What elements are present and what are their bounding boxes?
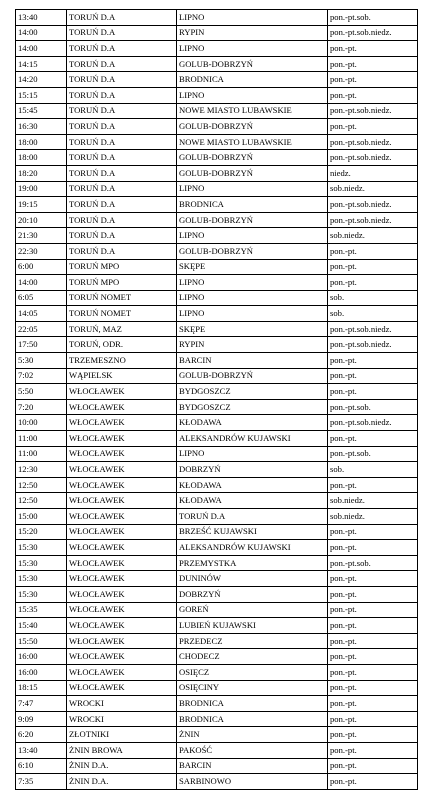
table-row <box>16 524 418 540</box>
table-row <box>16 727 418 743</box>
days-cell: pon.-pt. <box>328 275 418 291</box>
departure-time-cell: 15:30 <box>16 540 67 556</box>
origin-cell: WŁOCŁAWEK <box>67 664 177 680</box>
origin-cell: TORUŃ D.A <box>67 228 177 244</box>
table-row <box>16 321 418 337</box>
destination-cell: LIPNO <box>177 275 328 291</box>
table-row <box>16 696 418 712</box>
table-row <box>16 10 418 26</box>
destination-cell: LIPNO <box>177 446 328 462</box>
days-cell: pon.-pt. <box>328 649 418 665</box>
days-cell: pon.-pt. <box>328 41 418 57</box>
departure-time-cell: 6:20 <box>16 727 67 743</box>
origin-cell: WŁOCŁAWEK <box>67 431 177 447</box>
table-row <box>16 103 418 119</box>
destination-cell: DUNINÓW <box>177 571 328 587</box>
destination-cell: GOLUB-DOBRZYŃ <box>177 368 328 384</box>
departure-time-cell: 12:50 <box>16 493 67 509</box>
departure-time-cell: 19:00 <box>16 181 67 197</box>
origin-cell: WROCKI <box>67 711 177 727</box>
departure-time-cell: 5:30 <box>16 353 67 369</box>
destination-cell: DOBRZYŃ <box>177 586 328 602</box>
origin-cell: TORUŃ NOMET <box>67 290 177 306</box>
departure-time-cell: 12:50 <box>16 477 67 493</box>
destination-cell: LIPNO <box>177 41 328 57</box>
table-row <box>16 337 418 353</box>
table-row <box>16 368 418 384</box>
days-cell: pon.-pt.sob.niedz. <box>328 212 418 228</box>
destination-cell: TORUŃ D.A <box>177 509 328 525</box>
table-row <box>16 571 418 587</box>
origin-cell: TORUŃ, ODR. <box>67 337 177 353</box>
days-cell: pon.-pt.sob.niedz. <box>328 134 418 150</box>
departure-time-cell: 15:45 <box>16 103 67 119</box>
days-cell: pon.-pt. <box>328 633 418 649</box>
days-cell: niedz. <box>328 165 418 181</box>
origin-cell: WROCKI <box>67 696 177 712</box>
days-cell: pon.-pt. <box>328 119 418 135</box>
departure-time-cell: 17:50 <box>16 337 67 353</box>
days-cell: sob. <box>328 290 418 306</box>
table-row <box>16 134 418 150</box>
origin-cell: WŁOCŁAWEK <box>67 446 177 462</box>
days-cell: pon.-pt. <box>328 696 418 712</box>
days-cell: pon.-pt. <box>328 384 418 400</box>
days-cell: pon.-pt.sob.niedz. <box>328 197 418 213</box>
destination-cell: LIPNO <box>177 228 328 244</box>
days-cell: pon.-pt.sob.niedz. <box>328 25 418 41</box>
departure-time-cell: 14:00 <box>16 25 67 41</box>
destination-cell: LIPNO <box>177 10 328 26</box>
days-cell: pon.-pt. <box>328 774 418 790</box>
destination-cell: BYDGOSZCZ <box>177 399 328 415</box>
origin-cell: TORUŃ NOMET <box>67 306 177 322</box>
origin-cell: TORUŃ D.A <box>67 165 177 181</box>
departure-time-cell: 18:00 <box>16 134 67 150</box>
table-row <box>16 290 418 306</box>
origin-cell: WŁOCŁAWEK <box>67 618 177 634</box>
departure-time-cell: 22:30 <box>16 243 67 259</box>
origin-cell: WŁOCŁAWEK <box>67 477 177 493</box>
departure-time-cell: 18:15 <box>16 680 67 696</box>
departure-time-cell: 16:30 <box>16 119 67 135</box>
destination-cell: LIPNO <box>177 181 328 197</box>
days-cell: sob. <box>328 306 418 322</box>
days-cell: pon.-pt.sob.niedz. <box>328 150 418 166</box>
table-row <box>16 664 418 680</box>
destination-cell: NOWE MIASTO LUBAWSKIE <box>177 103 328 119</box>
destination-cell: PRZEDECZ <box>177 633 328 649</box>
departure-time-cell: 7:35 <box>16 774 67 790</box>
origin-cell: TORUŃ D.A <box>67 87 177 103</box>
destination-cell: GOLUB-DOBRZYŃ <box>177 150 328 166</box>
days-cell: pon.-pt. <box>328 664 418 680</box>
table-row <box>16 25 418 41</box>
table-row <box>16 306 418 322</box>
table-row <box>16 586 418 602</box>
table-row <box>16 275 418 291</box>
days-cell: pon.-pt. <box>328 742 418 758</box>
days-cell: sob.niedz. <box>328 509 418 525</box>
days-cell: pon.-pt. <box>328 727 418 743</box>
destination-cell: GOLUB-DOBRZYŃ <box>177 119 328 135</box>
departure-time-cell: 15:20 <box>16 524 67 540</box>
origin-cell: WŁOCŁAWEK <box>67 462 177 478</box>
days-cell: pon.-pt. <box>328 353 418 369</box>
table-row <box>16 742 418 758</box>
destination-cell: GOLUB-DOBRZYŃ <box>177 165 328 181</box>
origin-cell: WĄPIELSK <box>67 368 177 384</box>
table-row <box>16 711 418 727</box>
table-row <box>16 649 418 665</box>
table-row <box>16 462 418 478</box>
departure-time-cell: 15:00 <box>16 509 67 525</box>
table-row <box>16 758 418 774</box>
origin-cell: WŁOCŁAWEK <box>67 586 177 602</box>
destination-cell: ALEKSANDRÓW KUJAWSKI <box>177 540 328 556</box>
days-cell: pon.-pt. <box>328 680 418 696</box>
destination-cell: BARCIN <box>177 353 328 369</box>
table-row <box>16 633 418 649</box>
days-cell: pon.-pt. <box>328 56 418 72</box>
departure-time-cell: 15:30 <box>16 571 67 587</box>
destination-cell: GOLUB-DOBRZYŃ <box>177 56 328 72</box>
origin-cell: TORUŃ D.A <box>67 150 177 166</box>
table-row <box>16 540 418 556</box>
table-row <box>16 119 418 135</box>
departure-time-cell: 14:00 <box>16 41 67 57</box>
departure-time-cell: 13:40 <box>16 742 67 758</box>
destination-cell: NOWE MIASTO LUBAWSKIE <box>177 134 328 150</box>
departure-time-cell: 21:30 <box>16 228 67 244</box>
destination-cell: ALEKSANDRÓW KUJAWSKI <box>177 431 328 447</box>
origin-cell: WŁOCŁAWEK <box>67 680 177 696</box>
origin-cell: WŁOCŁAWEK <box>67 493 177 509</box>
table-row <box>16 415 418 431</box>
destination-cell: BYDGOSZCZ <box>177 384 328 400</box>
days-cell: pon.-pt. <box>328 477 418 493</box>
days-cell: pon.-pt.sob.niedz. <box>328 321 418 337</box>
table-row <box>16 431 418 447</box>
departure-time-cell: 16:00 <box>16 649 67 665</box>
table-row <box>16 181 418 197</box>
destination-cell: OSIĘCZ <box>177 664 328 680</box>
table-row <box>16 243 418 259</box>
days-cell: pon.-pt.sob.niedz. <box>328 103 418 119</box>
destination-cell: KŁODAWA <box>177 477 328 493</box>
origin-cell: TORUŃ D.A <box>67 119 177 135</box>
table-row <box>16 259 418 275</box>
departure-time-cell: 15:30 <box>16 586 67 602</box>
table-row <box>16 509 418 525</box>
days-cell: pon.-pt. <box>328 586 418 602</box>
departure-time-cell: 20:10 <box>16 212 67 228</box>
days-cell: sob. <box>328 462 418 478</box>
days-cell: pon.-pt.sob.niedz. <box>328 337 418 353</box>
departure-time-cell: 15:50 <box>16 633 67 649</box>
table-row <box>16 446 418 462</box>
departure-time-cell: 5:50 <box>16 384 67 400</box>
table-row <box>16 353 418 369</box>
departure-time-cell: 14:15 <box>16 56 67 72</box>
table-row <box>16 493 418 509</box>
departure-time-cell: 6:10 <box>16 758 67 774</box>
departure-time-cell: 14:05 <box>16 306 67 322</box>
destination-cell: BRODNICA <box>177 72 328 88</box>
origin-cell: WŁOCŁAWEK <box>67 509 177 525</box>
origin-cell: TORUŃ D.A <box>67 10 177 26</box>
departure-time-cell: 10:00 <box>16 415 67 431</box>
days-cell: pon.-pt. <box>328 524 418 540</box>
days-cell: pon.-pt.sob. <box>328 399 418 415</box>
origin-cell: TORUŃ D.A <box>67 103 177 119</box>
table-row <box>16 555 418 571</box>
departure-time-cell: 9:09 <box>16 711 67 727</box>
departure-time-cell: 7:47 <box>16 696 67 712</box>
days-cell: pon.-pt.sob. <box>328 555 418 571</box>
origin-cell: TORUŃ MPO <box>67 259 177 275</box>
departure-time-cell: 19:15 <box>16 197 67 213</box>
days-cell: pon.-pt.sob. <box>328 446 418 462</box>
destination-cell: LIPNO <box>177 306 328 322</box>
days-cell: pon.-pt. <box>328 711 418 727</box>
origin-cell: TORUŃ, MAZ <box>67 321 177 337</box>
destination-cell: RYPIN <box>177 337 328 353</box>
destination-cell: BRODNICA <box>177 711 328 727</box>
destination-cell: LIPNO <box>177 87 328 103</box>
departure-time-cell: 15:40 <box>16 618 67 634</box>
table-row <box>16 774 418 790</box>
origin-cell: TORUŃ D.A <box>67 56 177 72</box>
destination-cell: KŁODAWA <box>177 493 328 509</box>
table-row <box>16 399 418 415</box>
table-row <box>16 602 418 618</box>
origin-cell: TORUŃ D.A <box>67 197 177 213</box>
departure-time-cell: 11:00 <box>16 431 67 447</box>
timetable-body <box>16 10 418 790</box>
destination-cell: SKĘPE <box>177 321 328 337</box>
table-row <box>16 165 418 181</box>
destination-cell: BRZEŚĆ KUJAWSKI <box>177 524 328 540</box>
days-cell: pon.-pt. <box>328 87 418 103</box>
destination-cell: BRODNICA <box>177 696 328 712</box>
departure-time-cell: 14:20 <box>16 72 67 88</box>
table-row <box>16 618 418 634</box>
table-row <box>16 212 418 228</box>
departure-time-cell: 11:00 <box>16 446 67 462</box>
departure-time-cell: 15:15 <box>16 87 67 103</box>
destination-cell: SARBINOWO <box>177 774 328 790</box>
departure-time-cell: 13:40 <box>16 10 67 26</box>
departure-time-cell: 18:20 <box>16 165 67 181</box>
days-cell: sob.niedz. <box>328 181 418 197</box>
table-row <box>16 197 418 213</box>
days-cell: pon.-pt. <box>328 243 418 259</box>
departure-time-cell: 15:35 <box>16 602 67 618</box>
origin-cell: WŁOCŁAWEK <box>67 399 177 415</box>
destination-cell: GOREŃ <box>177 602 328 618</box>
destination-cell: OSIĘCINY <box>177 680 328 696</box>
table-row <box>16 384 418 400</box>
days-cell: pon.-pt. <box>328 540 418 556</box>
origin-cell: TORUŃ MPO <box>67 275 177 291</box>
origin-cell: TORUŃ D.A <box>67 72 177 88</box>
days-cell: pon.-pt. <box>328 368 418 384</box>
destination-cell: BRODNICA <box>177 197 328 213</box>
days-cell: pon.-pt. <box>328 259 418 275</box>
origin-cell: TORUŃ D.A <box>67 134 177 150</box>
origin-cell: WŁOCŁAWEK <box>67 649 177 665</box>
departure-time-cell: 18:00 <box>16 150 67 166</box>
origin-cell: WŁOCŁAWEK <box>67 555 177 571</box>
days-cell: sob.niedz. <box>328 493 418 509</box>
destination-cell: LUBIEŃ KUJAWSKI <box>177 618 328 634</box>
table-row <box>16 87 418 103</box>
destination-cell: RYPIN <box>177 25 328 41</box>
departure-time-cell: 14:00 <box>16 275 67 291</box>
destination-cell: PAKOŚĆ <box>177 742 328 758</box>
table-row <box>16 477 418 493</box>
origin-cell: ŻNIN D.A. <box>67 758 177 774</box>
timetable <box>15 9 418 790</box>
departure-time-cell: 15:30 <box>16 555 67 571</box>
origin-cell: WŁOCŁAWEK <box>67 384 177 400</box>
origin-cell: WŁOCŁAWEK <box>67 415 177 431</box>
origin-cell: TORUŃ D.A <box>67 181 177 197</box>
origin-cell: WŁOCŁAWEK <box>67 540 177 556</box>
departure-time-cell: 7:20 <box>16 399 67 415</box>
table-row <box>16 228 418 244</box>
days-cell: pon.-pt. <box>328 431 418 447</box>
days-cell: pon.-pt.sob. <box>328 10 418 26</box>
table-row <box>16 72 418 88</box>
origin-cell: ŻNIN BROWA <box>67 742 177 758</box>
destination-cell: SKĘPE <box>177 259 328 275</box>
days-cell: pon.-pt. <box>328 72 418 88</box>
days-cell: sob.niedz. <box>328 228 418 244</box>
destination-cell: GOLUB-DOBRZYŃ <box>177 243 328 259</box>
departure-time-cell: 6:00 <box>16 259 67 275</box>
destination-cell: ŻNIN <box>177 727 328 743</box>
destination-cell: KŁODAWA <box>177 415 328 431</box>
origin-cell: TORUŃ D.A <box>67 212 177 228</box>
origin-cell: TORUŃ D.A <box>67 243 177 259</box>
days-cell: pon.-pt. <box>328 602 418 618</box>
days-cell: pon.-pt. <box>328 571 418 587</box>
days-cell: pon.-pt.sob.niedz. <box>328 415 418 431</box>
origin-cell: TORUŃ D.A <box>67 41 177 57</box>
origin-cell: WŁOCŁAWEK <box>67 524 177 540</box>
origin-cell: WŁOCŁAWEK <box>67 633 177 649</box>
table-row <box>16 56 418 72</box>
days-cell: pon.-pt. <box>328 758 418 774</box>
destination-cell: CHODECZ <box>177 649 328 665</box>
table-row <box>16 41 418 57</box>
origin-cell: ZŁOTNIKI <box>67 727 177 743</box>
departure-time-cell: 22:05 <box>16 321 67 337</box>
destination-cell: LIPNO <box>177 290 328 306</box>
departure-time-cell: 6:05 <box>16 290 67 306</box>
origin-cell: TORUŃ D.A <box>67 25 177 41</box>
origin-cell: WŁOCŁAWEK <box>67 571 177 587</box>
destination-cell: PRZEMYSTKA <box>177 555 328 571</box>
origin-cell: WŁOCŁAWEK <box>67 602 177 618</box>
destination-cell: BARCIN <box>177 758 328 774</box>
departure-time-cell: 7:02 <box>16 368 67 384</box>
departure-time-cell: 12:30 <box>16 462 67 478</box>
departure-time-cell: 16:00 <box>16 664 67 680</box>
origin-cell: ŻNIN D.A. <box>67 774 177 790</box>
destination-cell: DOBRZYŃ <box>177 462 328 478</box>
table-row <box>16 680 418 696</box>
destination-cell: GOLUB-DOBRZYŃ <box>177 212 328 228</box>
table-row <box>16 150 418 166</box>
origin-cell: TRZEMESZNO <box>67 353 177 369</box>
days-cell: pon.-pt. <box>328 618 418 634</box>
